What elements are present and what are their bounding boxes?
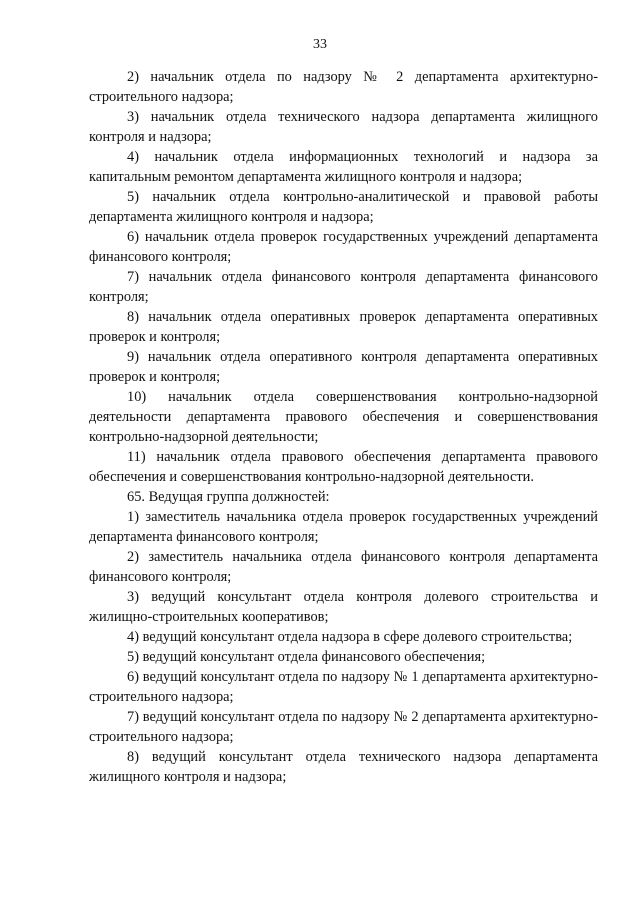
list-item: 8) ведущий консультант отдела технического надзора департамента жилищного контроля и надзора; <box>89 749 598 785</box>
page-number: 33 <box>313 37 327 52</box>
list-item: 5) начальник отдела контрольно-аналитической и правовой работы департамента жилищного контроля и надзора; <box>89 189 598 225</box>
list-item: 10) начальник отдела совершенствования контрольно-надзорной деятельности департамента правового обеспечения и совершенствования контрольно-надзорной деятельности; <box>89 389 598 445</box>
list-item: 7) ведущий консультант отдела по надзору № 2 департамента архитектурно-строительного надзора; <box>89 709 598 745</box>
list-item: 9) начальник отдела оперативного контроля департамента оперативных проверок и контроля; <box>89 349 598 385</box>
list-item: 7) начальник отдела финансового контроля департамента финансового контроля; <box>89 269 598 305</box>
list-item: 4) начальник отдела информационных технологий и надзора за капитальным ремонтом департамента жилищного контроля и надзора; <box>89 149 598 185</box>
list-item: 8) начальник отдела оперативных проверок департамента оперативных проверок и контроля; <box>89 309 598 345</box>
section-heading: 65. Ведущая группа должностей: <box>127 489 330 505</box>
list-item: 1) заместитель начальника отдела проверок государственных учреждений департамента финансового контроля; <box>89 509 598 545</box>
list-item: 2) начальник отдела по надзору № 2 департамента архитектурно-строительного надзора; <box>89 69 598 105</box>
document-body <box>89 67 598 787</box>
list-item: 3) начальник отдела технического надзора департамента жилищного контроля и надзора; <box>89 109 598 145</box>
list-item: 6) начальник отдела проверок государственных учреждений департамента финансового контроля; <box>89 229 598 265</box>
list-item: 2) заместитель начальника отдела финансового контроля департамента финансового контроля; <box>89 549 598 585</box>
list-item: 4) ведущий консультант отдела надзора в сфере долевого строительства; <box>127 629 573 645</box>
list-item: 11) начальник отдела правового обеспечения департамента правового обеспечения и совершенствования контрольно-надзорной деятельности. <box>89 449 598 485</box>
list-item: 3) ведущий консультант отдела контроля долевого строительства и жилищно-строительных кооперативов; <box>89 589 598 625</box>
list-item: 6) ведущий консультант отдела по надзору № 1 департамента архитектурно-строительного надзора; <box>89 669 598 705</box>
list-item: 5) ведущий консультант отдела финансового обеспечения; <box>127 649 486 665</box>
